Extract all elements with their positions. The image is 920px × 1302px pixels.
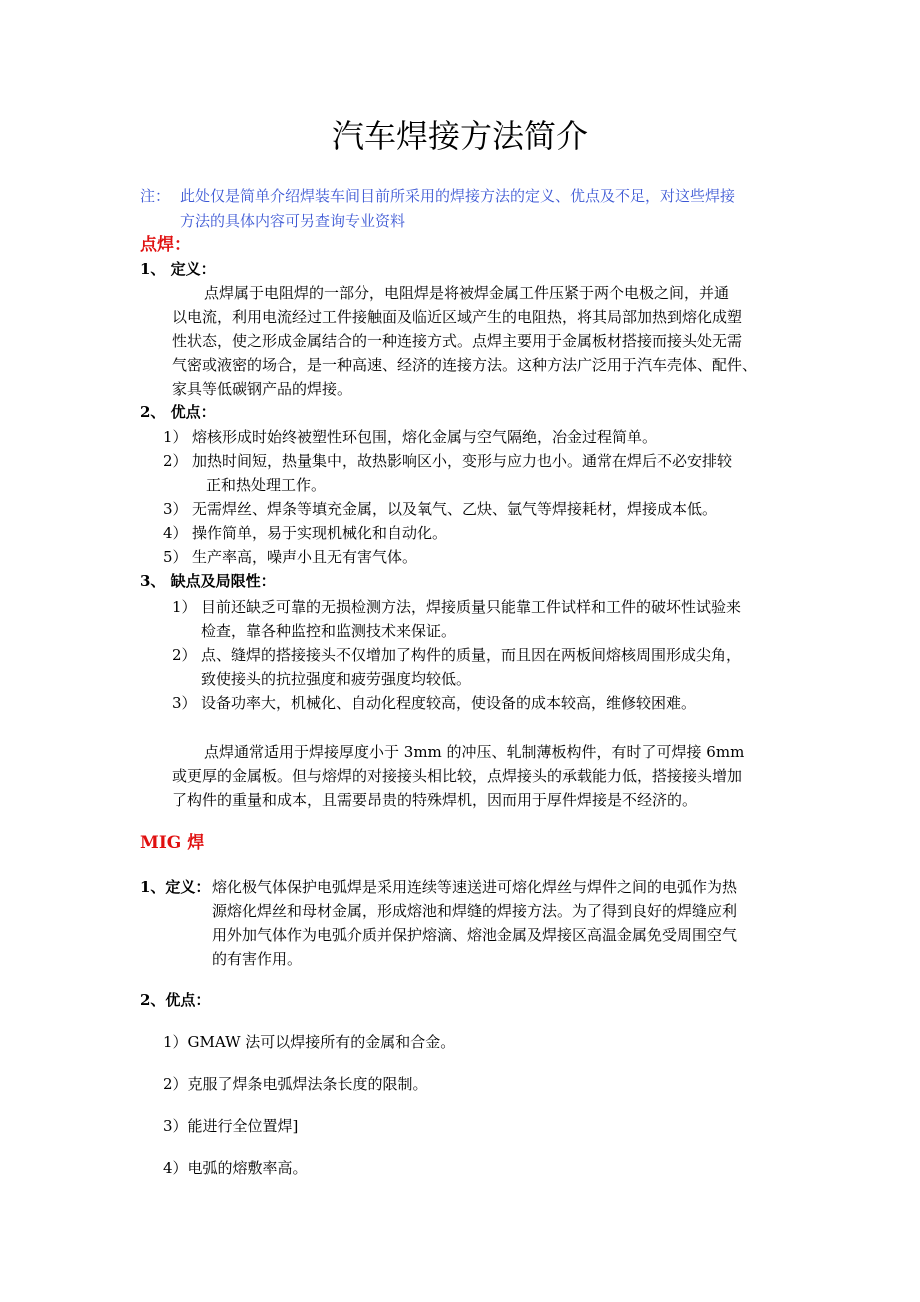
list-item-continuation: 致使接头的抗拉强度和疲劳强度均较低。 bbox=[201, 670, 472, 688]
mig-def-label: 1、定义： bbox=[140, 878, 211, 896]
spot-adv-label: 2、 优点： bbox=[140, 403, 216, 421]
list-item: 无需焊丝、焊条等填充金属，以及氧气、乙炔、氩气等焊接耗材，焊接成本低。 bbox=[192, 500, 718, 518]
spot-def-line: 气密或液密的场合，是一种高速、经济的连接方法。这种方法广泛用于汽车壳体、配件、 bbox=[172, 356, 758, 374]
list-item: 操作简单，易于实现机械化和自动化。 bbox=[192, 524, 448, 542]
spot-summary-paragraph bbox=[172, 740, 744, 812]
mig-adv-item: 2）克服了焊条电弧焊法条长度的限制。 bbox=[163, 1075, 428, 1093]
list-number: 3） bbox=[172, 694, 197, 712]
spot-def-paragraph bbox=[172, 281, 757, 401]
spot-def-line: 性状态，使之形成金属结合的一种连接方式。点焊主要用于金属板材搭接而接头处无需 bbox=[172, 332, 743, 350]
list-item: 设备功率大，机械化、自动化程度较高，使设备的成本较高，维修较困难。 bbox=[201, 694, 697, 712]
mig-adv-item: 3）能进行全位置焊] bbox=[163, 1117, 299, 1135]
list-number: 1） bbox=[172, 598, 197, 616]
list-item-continuation: 正和热处理工作。 bbox=[206, 476, 327, 494]
list-item-continuation: 检查，靠各种监控和监测技术来保证。 bbox=[201, 622, 457, 640]
list-number: 2） bbox=[163, 452, 188, 470]
spot-def-line: 家具等低碳钢产品的焊接。 bbox=[172, 380, 353, 398]
list-item: 目前还缺乏可靠的无损检测方法，焊接质量只能靠工件试样和工件的破坏性试验来 bbox=[201, 598, 742, 616]
spot-def-line: 以电流，利用电流经过工件接触面及临近区域产生的电阻热，将其局部加热到熔化成塑 bbox=[172, 308, 743, 326]
spot-weld-heading: 点焊： bbox=[140, 235, 191, 255]
list-number: 5） bbox=[163, 548, 188, 566]
mig-def-line: 的有害作用。 bbox=[212, 950, 303, 968]
list-number: 2） bbox=[172, 646, 197, 664]
list-item: 加热时间短，热量集中，故热影响区小，变形与应力也小。通常在焊后不必安排较 bbox=[192, 452, 733, 470]
list-item: 点、缝焊的搭接接头不仅增加了构件的质量，而且因在两板间熔核周围形成尖角， bbox=[201, 646, 742, 664]
note-label: 注： bbox=[140, 187, 171, 205]
list-number: 4） bbox=[163, 524, 188, 542]
spot-dis-label: 3、 缺点及局限性： bbox=[140, 572, 276, 590]
summary-line: 了构件的重量和成本，且需要昂贵的特殊焊机，因而用于厚件焊接是不经济的。 bbox=[172, 791, 698, 809]
mig-def-line: 用外加气体作为电弧介质并保护熔滴、熔池金属及焊接区高温金属免受周围空气 bbox=[212, 926, 738, 944]
list-item: 熔核形成时始终被塑性环包围，熔化金属与空气隔绝，冶金过程简单。 bbox=[192, 428, 658, 446]
spot-def-label: 1、 定义： bbox=[140, 260, 216, 278]
list-number: 3） bbox=[163, 500, 188, 518]
list-number: 1） bbox=[163, 428, 188, 446]
mig-adv-label: 2、优点： bbox=[140, 991, 211, 1009]
page-title: 汽车焊接方法简介 bbox=[331, 117, 588, 155]
list-item: 生产率高，噪声小且无有害气体。 bbox=[192, 548, 418, 566]
spot-def-line: 点焊属于电阻焊的一部分，电阻焊是将被焊金属工件压紧于两个电极之间，并通 bbox=[204, 284, 730, 302]
note-line-2: 方法的具体内容可另查询专业资料 bbox=[180, 212, 406, 230]
summary-line: 点焊通常适用于焊接厚度小于 3mm 的冲压、轧制薄板构件，有时了可焊接 6mm bbox=[204, 743, 745, 761]
mig-adv-item: 1）GMAW 法可以焊接所有的金属和合金。 bbox=[163, 1033, 456, 1051]
mig-adv-item: 4）电弧的熔敷率高。 bbox=[163, 1159, 308, 1177]
mig-def-line: 熔化极气体保护电弧焊是采用连续等速送进可熔化焊丝与焊件之间的电弧作为热 bbox=[212, 878, 738, 896]
note-line-1: 此处仅是简单介绍焊装车间目前所采用的焊接方法的定义、优点及不足，对这些焊接 bbox=[180, 187, 736, 205]
mig-def-line: 源熔化焊丝和母材金属，形成熔池和焊缝的焊接方法。为了得到良好的焊缝应利 bbox=[212, 902, 738, 920]
mig-weld-heading: MIG 焊 bbox=[140, 833, 205, 853]
summary-line: 或更厚的金属板。但与熔焊的对接接头相比较，点焊接头的承载能力低，搭接接头增加 bbox=[172, 767, 743, 785]
